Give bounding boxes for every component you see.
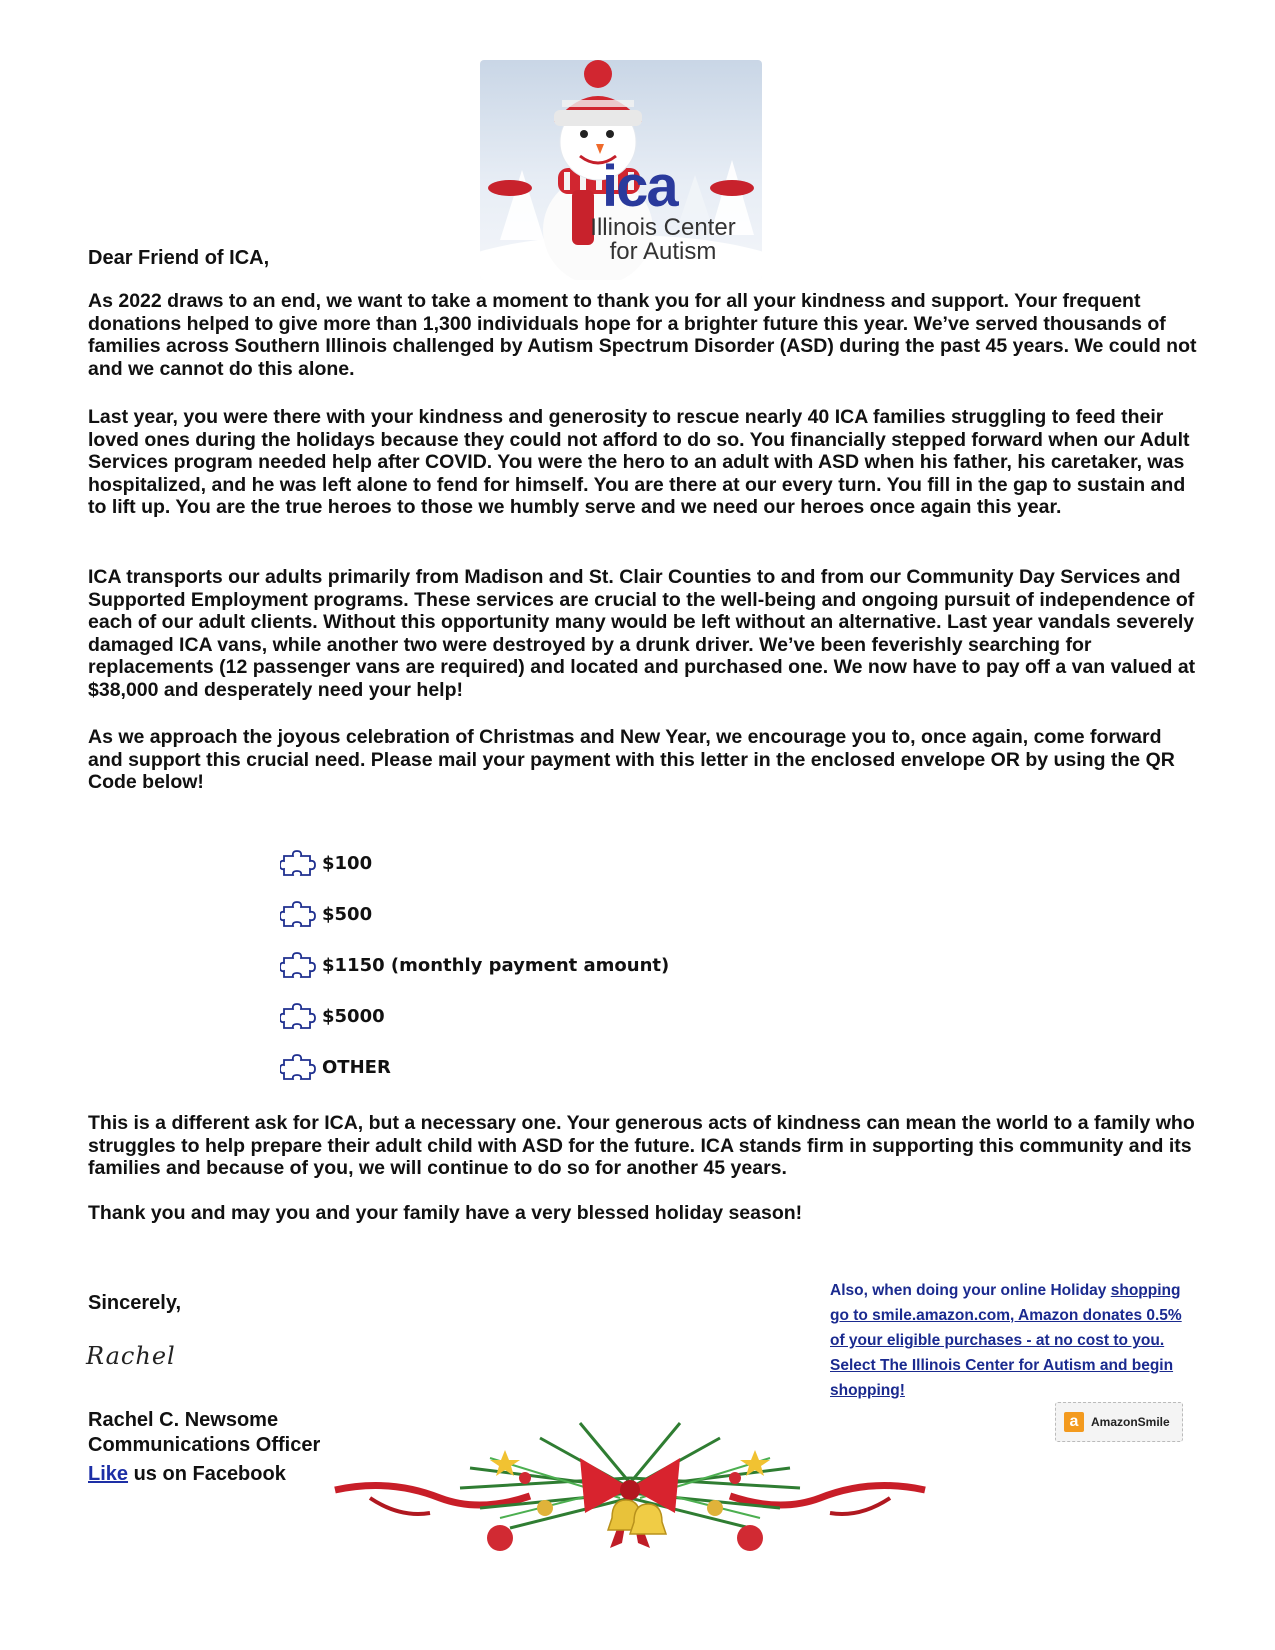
paragraph-appeal: As we approach the joyous celebration of Christmas and New Year, we encourage you to, once again, come forward and support this crucial need. Please mail your payment with this letter in the enclosed envelope OR by using the QR Code below! (88, 726, 1175, 793)
paragraph-thanks: As 2022 draws to an end, we want to take a moment to thank you for all your kindness and support. Your frequent donations helped to give more than 1,300 individuals hope for a brighter future this year. We’ve served thousands of families across Southern Illinois challenged by Autism Spectrum Disorder (ASD) during the past 45 years. We could not and we cannot do this alone. (88, 290, 1197, 380)
amazon-smile-link[interactable]: shopping go to smile.amazon.com, Amazon donates 0.5% of your eligible purchases - at no cost to you. Select The Illinois Center for Autism and begin shopping! (830, 1282, 1182, 1399)
signature: Rachel (86, 1342, 176, 1370)
logo-line-1: Illinois Center (590, 214, 736, 241)
amazon-smile-badge[interactable] (1055, 1402, 1183, 1442)
puzzle-checkbox-icon[interactable] (280, 1003, 316, 1031)
ica-logo (480, 60, 762, 280)
puzzle-checkbox-icon[interactable] (280, 952, 316, 980)
donation-option-500[interactable] (280, 889, 669, 940)
donation-option-100[interactable] (280, 838, 669, 889)
facebook-text: us on Facebook (128, 1463, 286, 1485)
logo-acronym: ica (602, 154, 677, 219)
amazon-icon: a (1064, 1412, 1084, 1432)
donation-amount-label: $5000 (322, 1006, 385, 1027)
facebook-line (88, 1463, 286, 1486)
logo-line-2: for Autism (609, 238, 717, 265)
paragraph-transport: ICA transports our adults primarily from Madison and St. Clair Counties to and from our Community Day Services and Supported Employment programs. These services are crucial to the well-being and ongoing pursuit of independence of each of our adult clients. Without this opportunity many would be left without an alternative. Last year vandals severely damaged ICA vans, while another two were destroyed by a drunk driver. We’ve been feverishly searching for replacements (12 passenger vans are required) and located and purchased one. We now have to pay off a van valued at $38,000 and desperately need your help! (88, 566, 1196, 701)
paragraph-different-ask: This is a different ask for ICA, but a necessary one. Your generous acts of kindness can mean the world to a family who struggles to help prepare their adult child with ASD for the future. ICA stands firm in supporting this community and its families and because of you, we will continue to do so for another 45 years. (88, 1112, 1195, 1179)
donation-amount-label: $500 (322, 904, 373, 925)
donation-option-1150[interactable] (280, 940, 669, 991)
donation-option-5000[interactable] (280, 991, 669, 1042)
garland-icon (330, 1418, 930, 1578)
salutation: Dear Friend of ICA, (88, 247, 270, 269)
signer-block (88, 1408, 320, 1458)
paragraph-last-year: Last year, you were there with your kindness and generosity to rescue nearly 40 ICA families struggling to feed their loved ones during the holidays because they could not afford to do so. You financially stepped forward when our Adult Services program needed help after COVID. You were the hero to an adult with ASD when his father, his caretaker, was hospitalized, and he was left alone to fend for himself. You are there at our every turn. You fill in the gap to sustain and to lift up. You are the true heroes to those we humbly serve and we need our heroes once again this year. (88, 406, 1190, 518)
amazon-intro: Also, when doing your online Holiday (830, 1282, 1111, 1299)
donation-amount-label: OTHER (322, 1057, 391, 1078)
puzzle-checkbox-icon[interactable] (280, 1054, 316, 1082)
amazon-badge-label: AmazonSmile (1091, 1415, 1170, 1429)
donation-amount-label: $100 (322, 853, 373, 874)
donation-options (280, 838, 669, 1093)
christmas-garland-decoration (330, 1418, 930, 1583)
amazon-smile-note (830, 1278, 1190, 1403)
donation-option-other[interactable] (280, 1042, 669, 1093)
paragraph-thank-you: Thank you and may you and your family have a very blessed holiday season! (88, 1202, 803, 1224)
closing: Sincerely, (88, 1292, 182, 1314)
signer-title: Communications Officer (88, 1434, 321, 1456)
logo-organization-name (578, 216, 748, 264)
puzzle-checkbox-icon[interactable] (280, 850, 316, 878)
donation-amount-label: $1150 (monthly payment amount) (322, 955, 670, 976)
puzzle-checkbox-icon[interactable] (280, 901, 316, 929)
facebook-like-link[interactable]: Like (88, 1463, 129, 1485)
signer-name: Rachel C. Newsome (88, 1409, 279, 1431)
